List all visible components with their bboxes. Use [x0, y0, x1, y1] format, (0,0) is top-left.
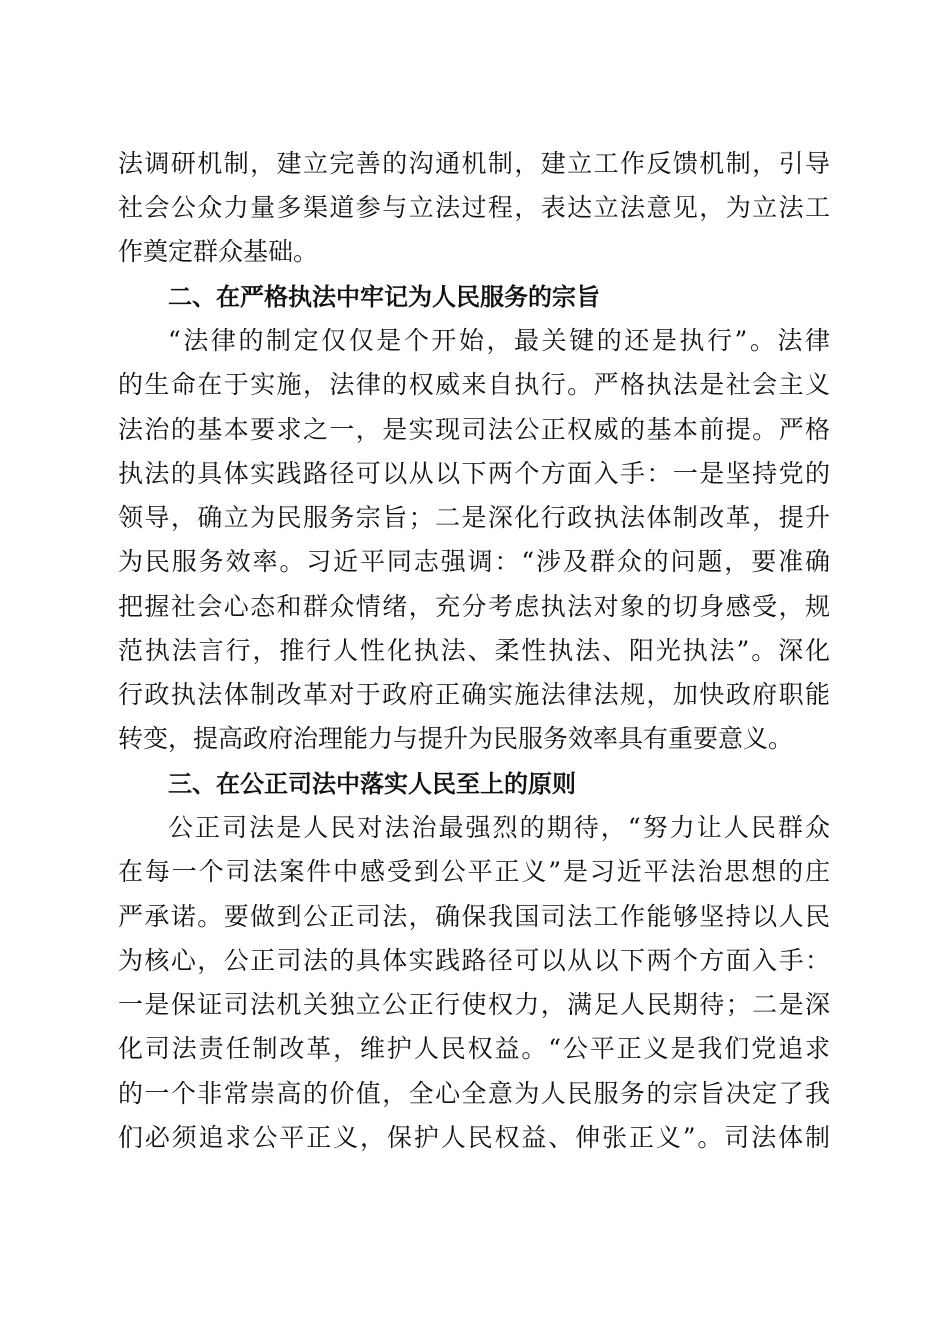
paragraph-2-line-10: 转变，提高政府治理能力与提升为民服务效率具有重要意义。 [118, 724, 794, 753]
paragraph-3-line-3: 严承诺。要做到公正司法，确保我国司法工作能够坚持以人民 [118, 902, 830, 931]
paragraph-3-line-4: 为核心，公正司法的具体实践路径可以从以下两个方面入手： [118, 946, 830, 975]
paragraph-2-line-4: 执法的具体实践路径可以从以下两个方面入手：一是坚持党的 [118, 459, 830, 488]
section-heading-2: 二、在严格执法中牢记为人民服务的宗旨 [168, 283, 600, 311]
paragraph-3-line-8: 们必须追求公平正义，保护人民权益、伸张正义”。司法体制 [118, 1123, 830, 1152]
paragraph-1-line-3: 作奠定群众基础。 [118, 237, 319, 266]
paragraph-2-line-3: 法治的基本要求之一，是实现司法公正权威的基本前提。严格 [118, 415, 830, 444]
paragraph-2-line-1: “法律的制定仅仅是个开始，最关键的还是执行”。法律 [168, 326, 830, 355]
section-heading-3: 三、在公正司法中落实人民至上的原则 [168, 770, 576, 798]
paragraph-2-line-8: 范执法言行，推行人性化执法、柔性执法、阳光执法”。深化 [118, 636, 830, 665]
paragraph-2-line-9: 行政执法体制改革对于政府正确实施法律法规，加快政府职能 [118, 680, 830, 709]
paragraph-3-line-6: 化司法责任制改革，维护人民权益。“公平正义是我们党追求 [118, 1034, 830, 1063]
paragraph-3-line-7: 的一个非常崇高的价值，全心全意为人民服务的宗旨决定了我 [118, 1079, 830, 1108]
paragraph-3-line-1: 公正司法是人民对法治最强烈的期待，“努力让人民群众 [168, 813, 830, 842]
paragraph-2-line-6: 为民服务效率。习近平同志强调：“涉及群众的问题，要准确 [118, 547, 830, 576]
paragraph-2-line-2: 的生命在于实施，法律的权威来自执行。严格执法是社会主义 [118, 370, 830, 399]
paragraph-2-line-7: 把握社会心态和群众情绪，充分考虑执法对象的切身感受，规 [118, 592, 830, 621]
paragraph-3-line-5: 一是保证司法机关独立公正行使权力，满足人民期待；二是深 [118, 990, 830, 1019]
paragraph-1-line-1: 法调研机制，建立完善的沟通机制，建立工作反馈机制，引导 [118, 149, 830, 178]
paragraph-3-line-2: 在每一个司法案件中感受到公平正义”是习近平法治思想的庄 [118, 857, 830, 886]
paragraph-2-line-5: 领导，确立为民服务宗旨；二是深化行政执法体制改革，提升 [118, 503, 830, 532]
paragraph-1-line-2: 社会公众力量多渠道参与立法过程，表达立法意见，为立法工 [118, 193, 830, 222]
